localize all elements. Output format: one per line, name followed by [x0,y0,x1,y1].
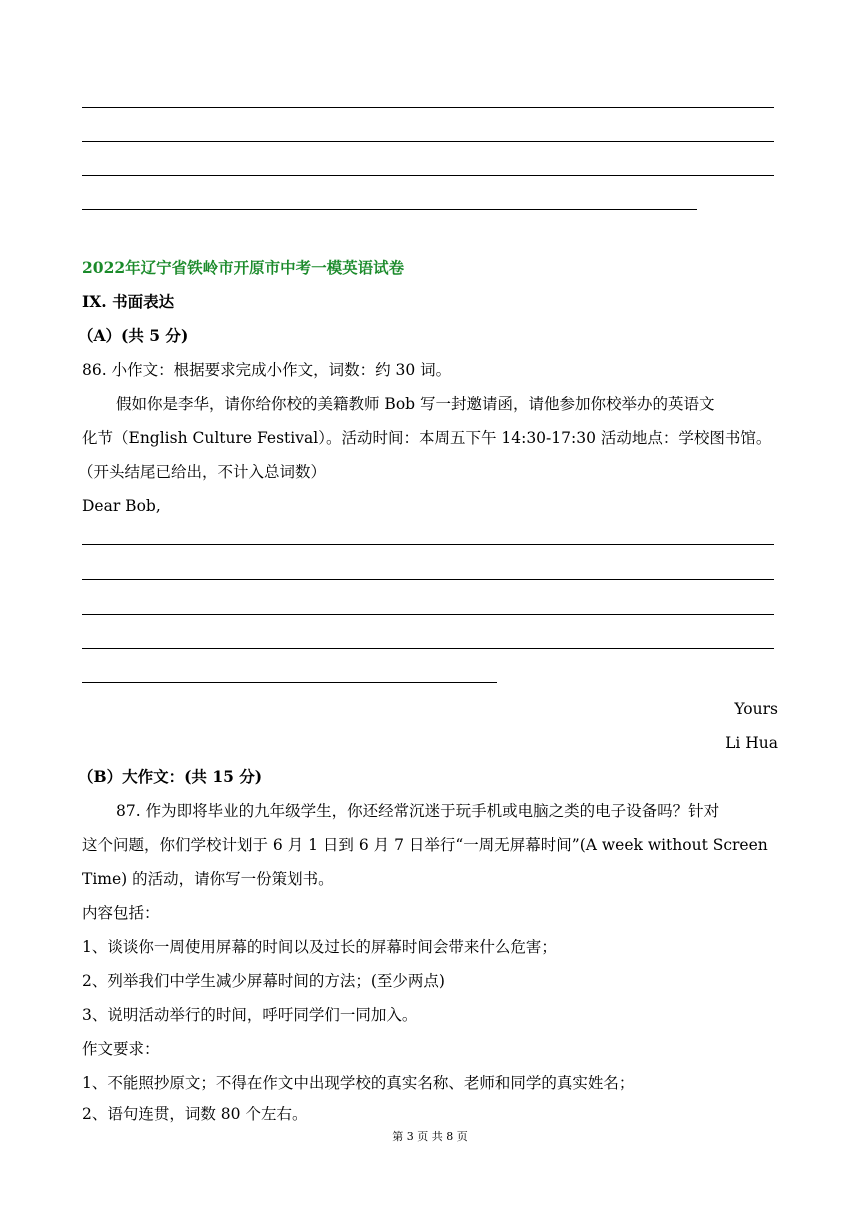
answer-line [82,544,774,545]
part-a-heading: （A）(共 5 分) [78,326,189,345]
salutation: Dear Bob, [82,497,161,515]
answer-line [82,614,774,615]
part-b-heading: （B）大作文：(共 15 分) [78,767,263,786]
requirements-label: 作文要求： [82,1040,160,1058]
content-item: 1、谈谈你一周使用屏幕的时间以及过长的屏幕时间会带来什么危害； [82,938,557,956]
section-heading: IX. 书面表达 [82,292,175,311]
answer-line [82,209,697,210]
answer-line [82,175,774,176]
answer-line [82,107,774,108]
answer-line [82,579,774,580]
content-label: 内容包括： [82,904,160,922]
answer-line [82,682,497,683]
content-item: 3、说明活动举行的时间，呼吁同学们一同加入。 [82,1006,418,1024]
question-87-line: 这个问题，你们学校计划于 6 月 1 日到 6 月 7 日举行“一周无屏幕时间”(A week without Screen [82,836,768,854]
answer-line [82,141,774,142]
exam-title: 2022年辽宁省铁岭市开原市中考一模英语试卷 [82,258,405,277]
prompt-line: 化节（English Culture Festival）。活动时间：本周五下午 14:30-17:30 活动地点：学校图书馆。 [82,429,772,447]
letter-closing: Yours [734,700,778,718]
requirement-item: 1、不能照抄原文；不得在作文中出现学校的真实名称、老师和同学的真实姓名； [82,1074,635,1092]
question-87: 87. 作为即将毕业的九年级学生，你还经常沉迷于玩手机或电脑之类的电子设备吗？针对 [116,802,720,820]
answer-line [82,648,774,649]
prompt-line: 假如你是李华，请你给你校的美籍教师 Bob 写一封邀请函，请他参加你校举办的英语文 [116,395,715,413]
question-87-line: Time) 的活动，请你写一份策划书。 [82,870,334,888]
letter-signature: Li Hua [725,734,778,752]
requirement-item: 2、语句连贯，词数 80 个左右。 [82,1105,308,1123]
question-86: 86. 小作文：根据要求完成小作文，词数：约 30 词。 [82,361,452,379]
prompt-line: （开头结尾已给出，不计入总词数） [78,463,327,481]
page-footer: 第 3 页 共 8 页 [392,1130,468,1143]
content-item: 2、列举我们中学生减少屏幕时间的方法；(至少两点) [82,972,445,990]
